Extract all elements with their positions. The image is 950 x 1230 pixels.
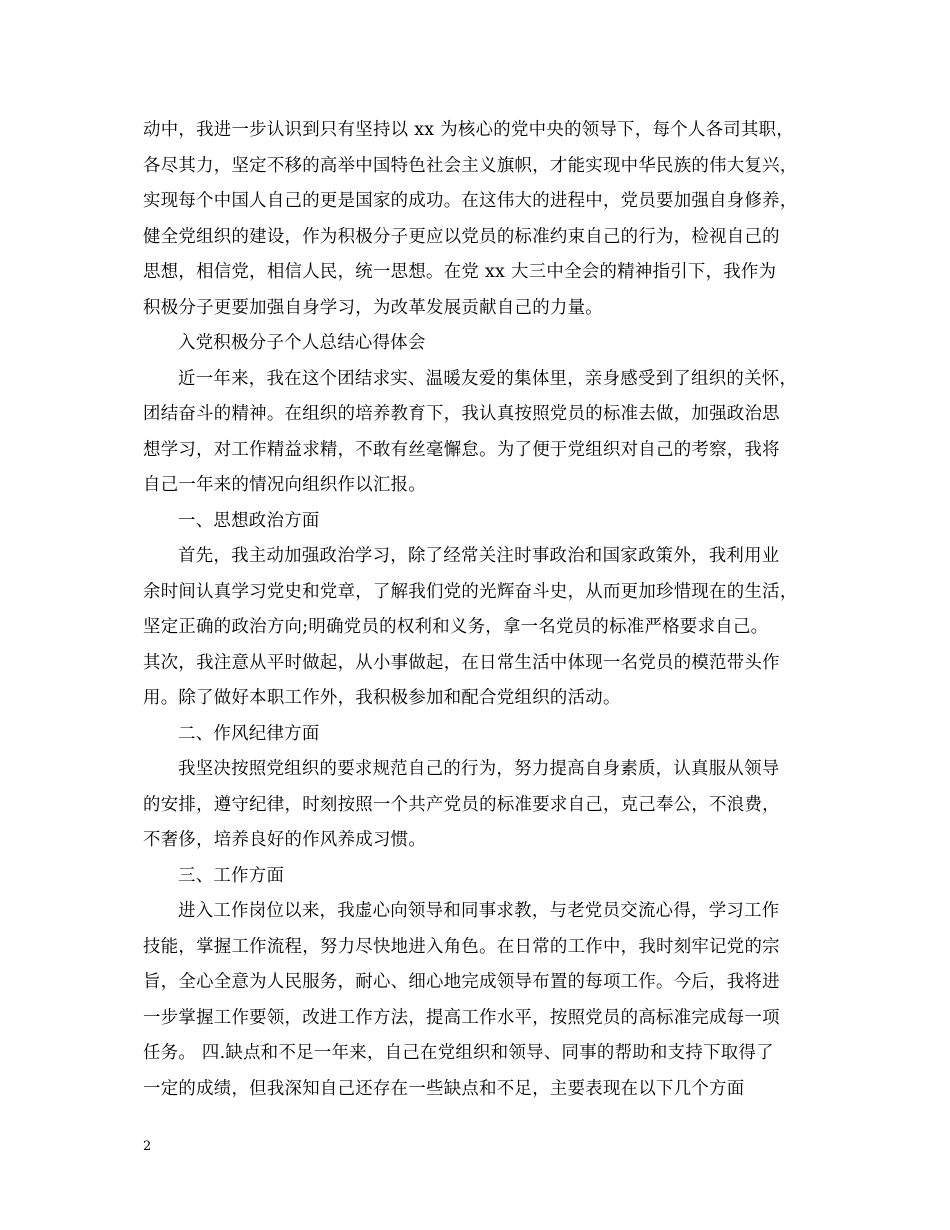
text-line: 二、作风纪律方面	[178, 723, 320, 744]
text-line: 技能，掌握工作流程，努力尽快地进入角色。在日常的工作中，我时刻牢记党的宗	[143, 936, 780, 957]
text-line: 余时间认真学习党史和党章，了解我们党的光辉奋斗史，从而更加珍惜现在的生活，	[143, 581, 798, 602]
text-line: 一定的成绩，但我深知自己还存在一些缺点和不足，主要表现在以下几个方面	[143, 1078, 745, 1099]
page-number: 2	[143, 1139, 152, 1154]
text-line: 旨，全心全意为人民服务，耐心、细心地完成领导布置的每项工作。今后，我将进	[143, 972, 780, 992]
text-line: 各尽其力，坚定不移的高举中国特色社会主义旗帜，才能实现中华民族的伟大复兴，	[143, 155, 798, 176]
text-line: 一步掌握工作要领，改进工作方法，提高工作水平，按照党员的高标准完成每一项	[143, 1007, 780, 1028]
text-line: 想学习，对工作精益求精，不敢有丝毫懈怠。为了便于党组织对自己的考察，我将	[143, 439, 780, 460]
text-line: 一、思想政治方面	[178, 510, 320, 531]
text-line: 用。除了做好本职工作外，我积极参加和配合党组织的活动。	[143, 688, 621, 708]
text-line: 进入工作岗位以来，我虚心向领导和同事求教，与老党员交流心得，学习工作	[178, 901, 780, 921]
text-line: 首先，我主动加强政治学习，除了经常关注时事政治和国家政策外，我利用业	[178, 546, 780, 566]
text-line: 实现每个中国人自己的更是国家的成功。在这伟大的进程中，党员要加强自身修养，	[143, 191, 798, 211]
text-line: 动中，我进一步认识到只有坚持以 xx 为核心的党中央的领导下，每个人各司其职，	[143, 120, 795, 140]
text-line: 入党积极分子个人总结心得体会	[178, 333, 426, 353]
text-line: 坚定正确的政治方向;明确党员的权利和义务，拿一名党员的标准严格要求自己。	[143, 617, 769, 637]
text-line: 积极分子更要加强自身学习，为改革发展贡献自己的力量。	[143, 297, 603, 318]
text-line: 三、工作方面	[178, 865, 285, 886]
text-line: 不奢侈，培养良好的作风养成习惯。	[143, 830, 427, 850]
text-line: 团结奋斗的精神。在组织的培养教育下，我认真按照党员的标准去做，加强政治思	[143, 404, 780, 424]
document-body	[143, 113, 825, 1107]
text-line: 任务。 四.缺点和不足一年来，自己在党组织和领导、同事的帮助和支持下取得了	[143, 1043, 774, 1063]
text-line: 我坚决按照党组织的要求规范自己的行为，努力提高自身素质，认真服从领导	[178, 759, 780, 779]
text-line: 近一年来，我在这个团结求实、温暖友爱的集体里，亲身感受到了组织的关怀，	[178, 368, 798, 389]
text-line: 的安排，遵守纪律，时刻按照一个共产党员的标准要求自己，克己奉公，不浪费，	[143, 794, 780, 815]
text-line: 其次，我注意从平时做起，从小事做起，在日常生活中体现一名党员的模范带头作	[143, 652, 780, 673]
text-line: 健全党组织的建设，作为积极分子更应以党员的标准约束自己的行为，检视自己的	[143, 226, 780, 247]
text-line: 自己一年来的情况向组织作以汇报。	[143, 475, 427, 495]
text-line: 思想，相信党，相信人民，统一思想。在党 xx 大三中全会的精神指引下，我作为	[143, 262, 777, 282]
